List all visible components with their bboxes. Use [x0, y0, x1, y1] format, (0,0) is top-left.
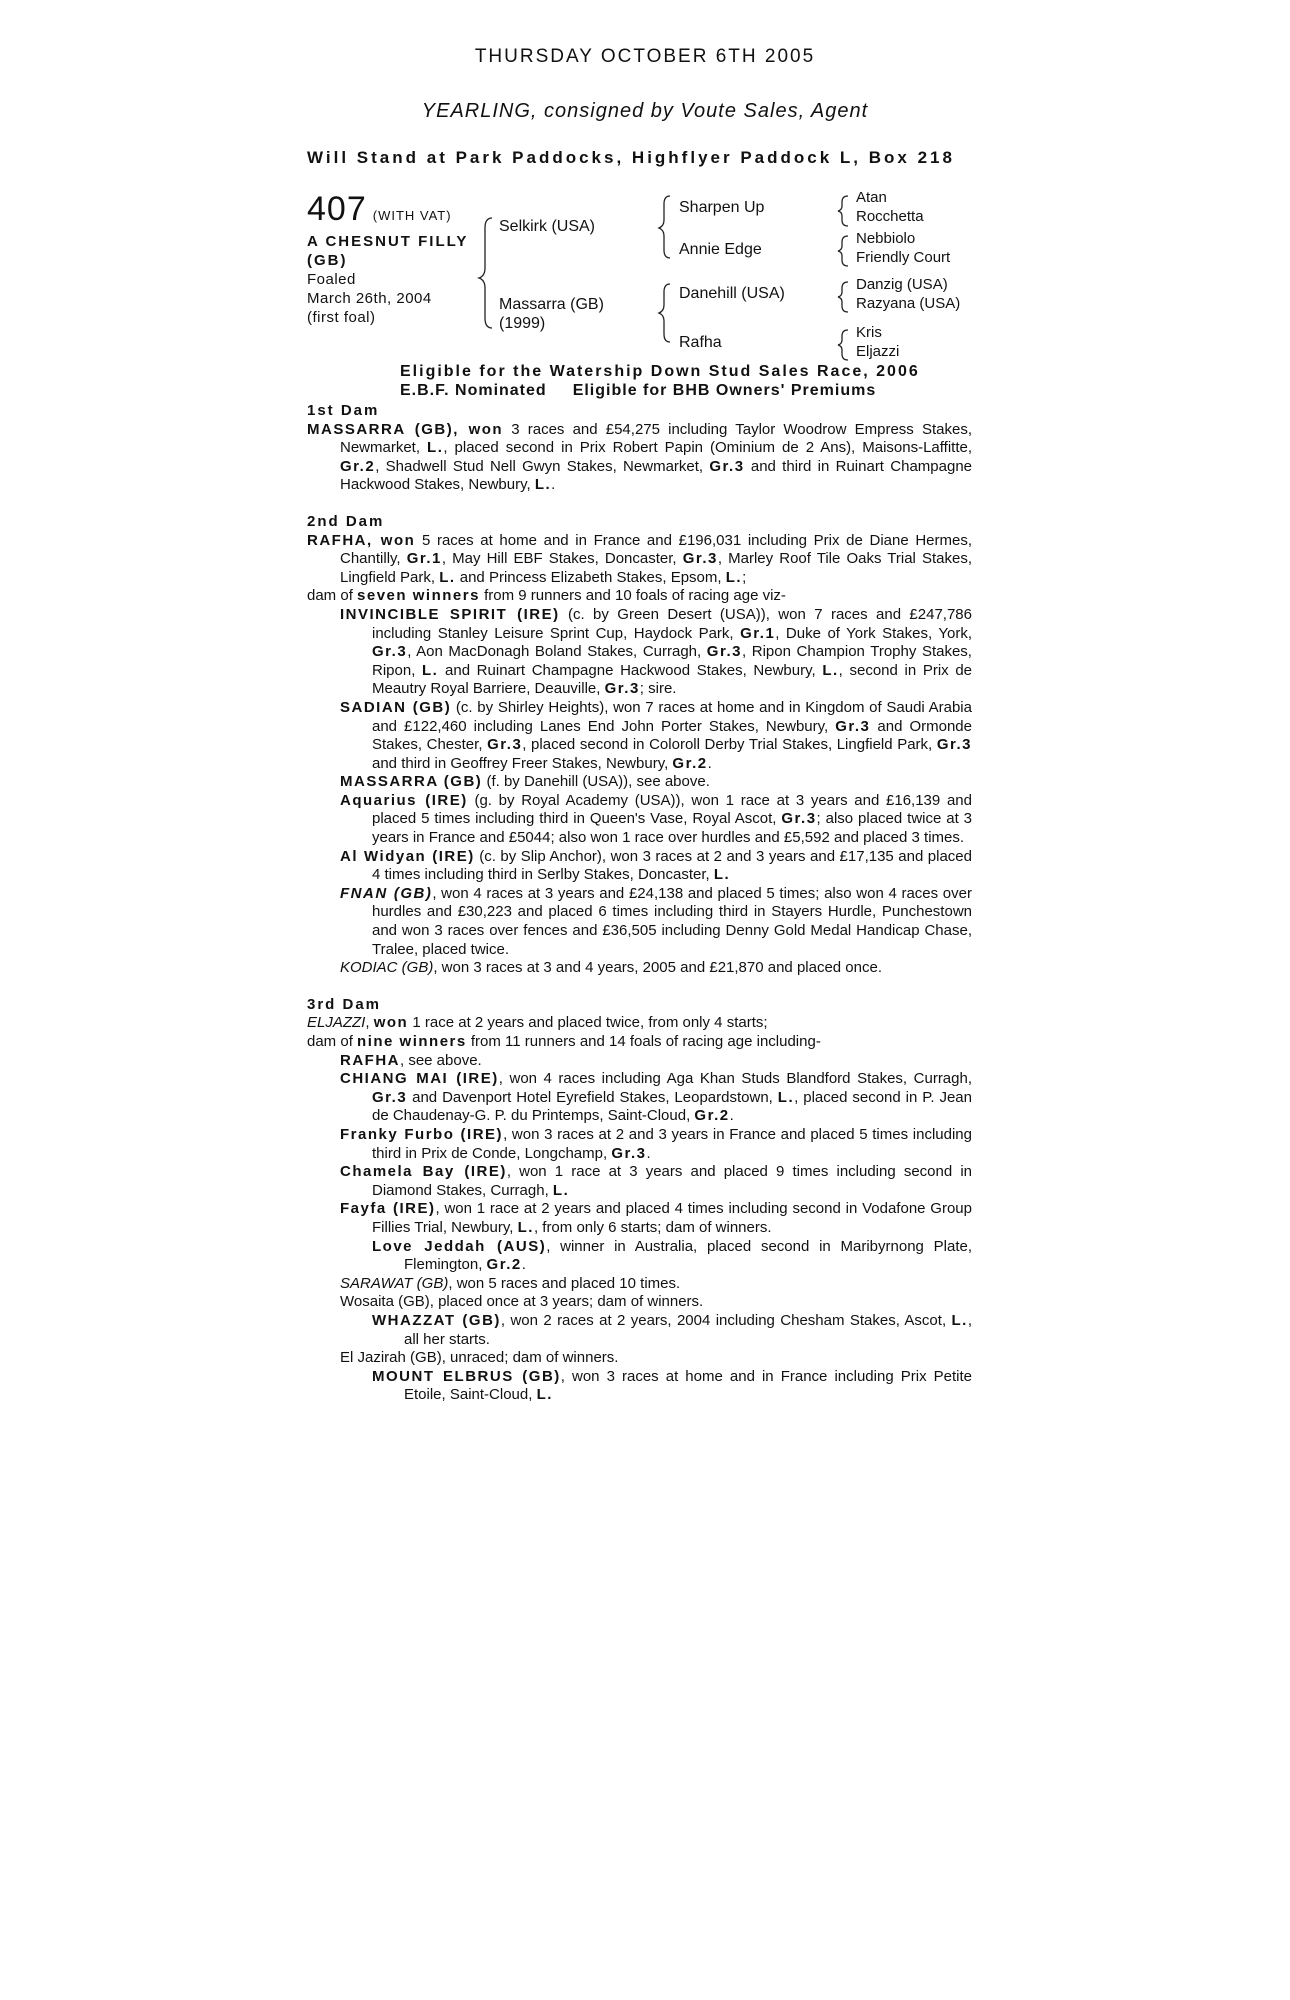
third-dam-heading: 3rd Dam	[307, 995, 382, 1013]
foaled-date: March 26th, 2004	[307, 290, 432, 307]
pedigree-sire: Selkirk (USA)	[499, 218, 596, 235]
pedigree-sire-sire: Sharpen Up	[679, 199, 765, 216]
pedigree-dam-dam: Rafha	[679, 334, 722, 351]
third-dam-entry: ELJAZZI, won 1 race at 2 years and placed twice, from only 4 starts;	[307, 1014, 768, 1032]
eligibility-line: Eligible for the Watership Down Stud Sales Race, 2006	[400, 363, 920, 380]
pedigree-g1: Atan	[856, 189, 887, 206]
pedigree-dam-sire: Danehill (USA)	[679, 285, 785, 302]
first-dam-heading: 1st Dam	[307, 402, 380, 419]
pedigree-dam: Massarra (GB)	[499, 296, 604, 313]
brace-dam	[659, 284, 670, 342]
second-dam-produce-summary: dam of seven winners from 9 runners and 10 foals of racing age viz-	[307, 587, 786, 605]
brace-g78	[838, 330, 848, 360]
bhb-premiums: Eligible for BHB Owners' Premiums	[572, 382, 877, 399]
produce-rafha: RAFHA, see above.	[340, 1051, 482, 1069]
brace-g34	[838, 236, 848, 266]
produce-love-jeddah: Love Jeddah (AUS), winner in Australia, placed second in Maribyrnong Plate, Flemington, Gr.2.	[372, 1237, 972, 1274]
produce-al-widyan: Al Widyan (IRE) (c. by Slip Anchor), won 3 races at 2 and 3 years and £17,135 and placed 4 times including third in Serlby Stakes, Doncaster, L.	[340, 847, 972, 884]
pedigree-g3: Nebbiolo	[856, 230, 916, 247]
pedigree-braces	[0, 0, 1290, 380]
produce-chamela-bay: Chamela Bay (IRE), won 1 race at 3 years and placed 9 times including second in Diamond Stakes, Curragh, L.	[340, 1163, 973, 1199]
sale-date: THURSDAY OCTOBER 6TH 2005	[474, 46, 816, 67]
lot-number: 407	[307, 190, 367, 228]
stand-location: Will Stand at Park Paddocks, Highflyer Paddock L, Box 218	[307, 148, 955, 167]
produce-wosaita: Wosaita (GB), placed once at 3 years; dam of winners.	[340, 1293, 704, 1311]
foaled-label: Foaled	[307, 271, 356, 288]
produce-franky-furbo: Franky Furbo (IRE), won 3 races at 2 and 3 years in France and placed 5 times including third in Prix de Conde, Longchamp, Gr.3.	[340, 1125, 972, 1162]
produce-sadian: SADIAN (GB) (c. by Shirley Heights), won 7 races at home and in Kingdom of Saudi Arabia and £122,460 including Lanes End John Porter Stakes, Newbury, Gr.3 and Ormonde Stakes, Chester, Gr.3, placed second in Coloroll Derby Trial Stakes, Lingfield Park, Gr.3 and third in Geoffrey Freer Stakes, Newbury, Gr.2.	[340, 698, 972, 772]
brace-sire	[659, 196, 670, 258]
produce-invincible-spirit: INVINCIBLE SPIRIT (IRE) (c. by Green Desert (USA)), won 7 races and £247,786 including Stanley Leisure Sprint Cup, Haydock Park, Gr.1, Duke of York Stakes, York, Gr.3, Aon MacDonagh Boland Stakes, Curragh, Gr.3, Ripon Champion Trophy Stakes, Ripon, L. and Ruinart Champagne Hackwood Stakes, Newbury, L., second in Prix de Meautry Royal Barriere, Deauville, Gr.3; sire.	[340, 605, 973, 698]
second-dam-entry: RAFHA, won 5 races at home and in France and £196,031 including Prix de Diane Hermes, Chantilly, Gr.1, May Hill EBF Stakes, Doncaster, Gr.3, Marley Roof Tile Oaks Trial Stakes, Lingfield Park, L. and Princess Elizabeth Stakes, Epsom, L.;	[307, 531, 973, 586]
brace-sire-dam	[479, 218, 492, 328]
produce-fnan: FNAN (GB), won 4 races at 3 years and £24,138 and placed 5 times; also won 4 races over hurdles and £30,223 and placed 6 times including third in Stayers Hurdle, Punchestown and won 3 races over fences and £36,505 including Denny Gold Medal Handicap Chase, Tralee, placed twice.	[340, 884, 972, 958]
consignment-line: YEARLING, consigned by Voute Sales, Agent	[421, 100, 869, 122]
produce-chiang-mai: CHIANG MAI (IRE), won 4 races including Aga Khan Studs Blandford Stakes, Curragh, Gr.3 and Davenport Hotel Eyrefield Stakes, Leopardstown, L., placed second in P. Jean de Chaudenay-G. P. du Printemps, Saint-Cloud, Gr.2.	[340, 1070, 973, 1125]
pedigree-g2: Rocchetta	[856, 208, 924, 225]
catalogue-body	[307, 402, 972, 1405]
pedigree-g6: Razyana (USA)	[856, 295, 961, 312]
pedigree-dam-year: (1999)	[499, 315, 546, 332]
produce-mount-elbrus: MOUNT ELBRUS (GB), won 3 races at home and in France including Prix Petite Etoile, Saint-Cloud, L.	[372, 1367, 972, 1404]
pedigree-g7: Kris	[856, 324, 882, 341]
pedigree-g5: Danzig (USA)	[856, 276, 948, 293]
second-dam-heading: 2nd Dam	[307, 512, 385, 530]
brace-g12	[838, 196, 848, 226]
lot-name: A CHESNUT FILLY (GB)	[307, 233, 469, 269]
ebf-line	[400, 382, 876, 400]
produce-kodiac: KODIAC (GB), won 3 races at 3 and 4 years, 2005 and £21,870 and placed once.	[340, 959, 883, 977]
produce-massarra: MASSARRA (GB) (f. by Danehill (USA)), see above.	[340, 773, 710, 791]
produce-aquarius: Aquarius (IRE) (g. by Royal Academy (USA)), won 1 race at 3 years and £16,139 and placed 5 times including third in Queen's Vase, Royal Ascot, Gr.3; also placed twice at 3 years in France and £5044; also won 1 race over hurdles and £5,592 and placed 3 times.	[340, 791, 972, 847]
third-dam-produce-summary: dam of nine winners from 11 runners and 14 foals of racing age including-	[307, 1033, 821, 1050]
produce-fayfa: Fayfa (IRE), won 1 race at 2 years and placed 4 times including second in Vodafone Group Fillies Trial, Newbury, L., from only 6 starts; dam of winners.	[340, 1200, 972, 1236]
ebf-nominated: E.B.F. Nominated	[400, 382, 547, 399]
produce-whazzat: WHAZZAT (GB), won 2 races at 2 years, 2004 including Chesham Stakes, Ascot, L., all her starts.	[372, 1311, 973, 1348]
pedigree-sire-dam: Annie Edge	[679, 241, 762, 258]
produce-el-jazirah: El Jazirah (GB), unraced; dam of winners.	[340, 1349, 619, 1367]
pedigree-g4: Friendly Court	[856, 249, 951, 266]
first-dam-entry: MASSARRA (GB), won 3 races and £54,275 including Taylor Woodrow Empress Stakes, Newmarket, L., placed second in Prix Robert Papin (Ominium de 2 Ans), Maisons-Laffitte, Gr.2, Shadwell Stud Nell Gwyn Stakes, Newmarket, Gr.3 and third in Ruinart Champagne Hackwood Stakes, Newbury, L..	[307, 420, 973, 494]
pedigree-g8: Eljazzi	[856, 343, 900, 360]
foal-note: (first foal)	[307, 309, 376, 326]
vat-note: (WITH VAT)	[372, 208, 452, 223]
produce-sarawat: SARAWAT (GB), won 5 races and placed 10 times.	[340, 1274, 681, 1292]
brace-g56	[838, 282, 848, 312]
